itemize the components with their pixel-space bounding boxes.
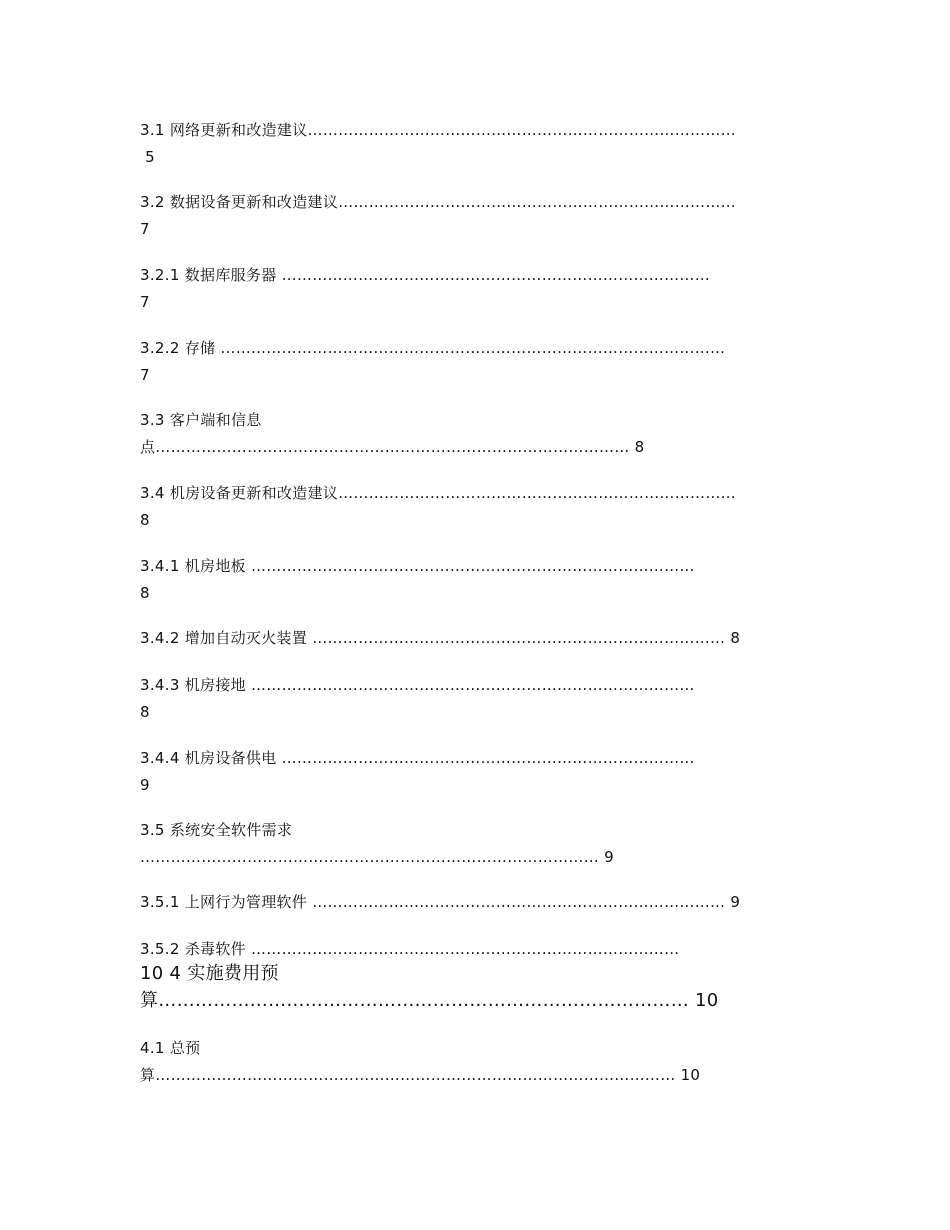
toc-entry-3-2-1: 3.2.1 数据库服务器 ………………………………………………………………………… bbox=[140, 266, 711, 284]
toc-entry-4: 10 4 实施费用预 bbox=[140, 963, 279, 984]
toc-entry-4-cont: 算…………………………………………………………………………… 10 bbox=[140, 990, 719, 1011]
toc-entry-3-4-2: 3.4.2 增加自动灭火装置 ……………………………………………………………………… 8 bbox=[140, 629, 741, 647]
toc-entry-3-1: 3.1 网络更新和改造建议………………………………………………………………………… bbox=[140, 121, 736, 139]
toc-entry-4-1: 4.1 总预 bbox=[140, 1039, 201, 1057]
toc-entry-3-4-page: 8 bbox=[140, 511, 150, 529]
toc-entry-3-1-page: 5 bbox=[140, 148, 155, 166]
toc-entry-3-5-cont: ……………………………………………………………………………… 9 bbox=[140, 848, 614, 866]
toc-entry-3-5: 3.5 系统安全软件需求 bbox=[140, 821, 293, 839]
toc-entry-3-5-1: 3.5.1 上网行为管理软件 ……………………………………………………………………… 9 bbox=[140, 893, 741, 911]
toc-entry-3-4-3: 3.4.3 机房接地 …………………………………………………………………………… bbox=[140, 676, 695, 694]
toc-entry-3-2-2-page: 7 bbox=[140, 366, 150, 384]
toc-entry-3-2-page: 7 bbox=[140, 220, 150, 238]
toc-entry-3-4-4: 3.4.4 机房设备供电 ……………………………………………………………………… bbox=[140, 749, 695, 767]
toc-entry-3-4-1: 3.4.1 机房地板 …………………………………………………………………………… bbox=[140, 557, 695, 575]
toc-entry-3-2-2: 3.2.2 存储 ……………………………………………………………………………………… bbox=[140, 339, 726, 357]
toc-entry-3-2-1-page: 7 bbox=[140, 293, 150, 311]
toc-entry-3-3-cont: 点………………………………………………………………………………… 8 bbox=[140, 438, 645, 456]
toc-entry-4-1-cont: 算………………………………………………………………………………………… 10 bbox=[140, 1066, 701, 1084]
toc-entry-3-3: 3.3 客户端和信息 bbox=[140, 411, 262, 429]
toc-entry-3-5-2: 3.5.2 杀毒软件 ………………………………………………………………………… bbox=[140, 940, 680, 958]
toc-entry-3-4-1-page: 8 bbox=[140, 584, 150, 602]
toc-entry-3-4: 3.4 机房设备更新和改造建议…………………………………………………………………… bbox=[140, 484, 736, 502]
toc-entry-3-4-3-page: 8 bbox=[140, 703, 150, 721]
toc-entry-3-4-4-page: 9 bbox=[140, 776, 150, 794]
toc-entry-3-2: 3.2 数据设备更新和改造建议…………………………………………………………………… bbox=[140, 193, 736, 211]
